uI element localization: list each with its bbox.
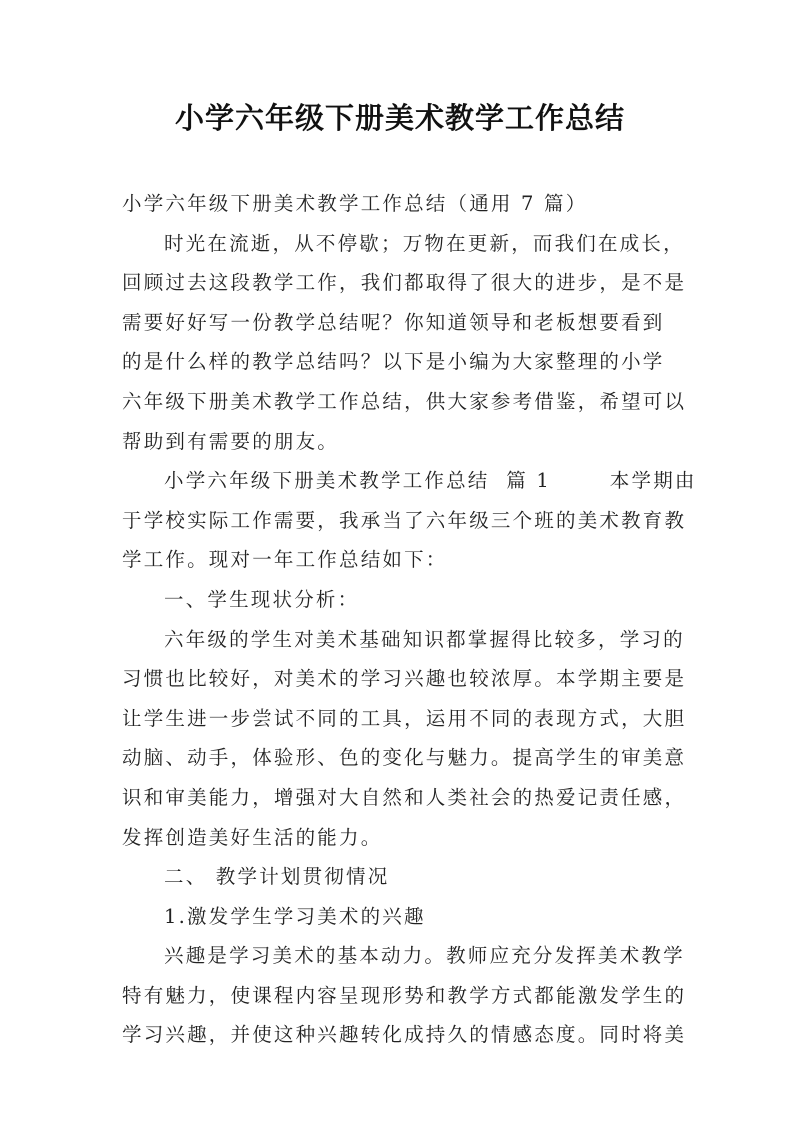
- paragraph-line: 让学生进一步尝试不同的工具，运用不同的表现方式，大胆: [122, 706, 687, 730]
- paragraph-line: 习惯也比较好，对美术的学习兴趣也较浓厚。本学期主要是: [122, 667, 687, 691]
- paragraph-line: 的是什么样的教学总结吗？以下是小编为大家整理的小学: [122, 350, 665, 374]
- paragraph-line: 发挥创造美好生活的能力。: [122, 825, 383, 849]
- subsection-heading-line: 1.激发学生学习美术的兴趣: [164, 904, 426, 928]
- section-heading-line: 二、 教学计划贯彻情况: [164, 865, 390, 889]
- paragraph-line: 兴趣是学习美术的基本动力。教师应充分发挥美术教学: [164, 944, 685, 968]
- paragraph-line: 六年级下册美术教学工作总结，供大家参考借鉴，希望可以: [122, 389, 687, 413]
- paragraph-line: 需要好好写一份教学总结呢？你知道领导和老板想要看到: [122, 310, 665, 334]
- document-title: 小学六年级下册美术教学工作总结: [174, 101, 625, 135]
- paragraph-line: 特有魅力，使课程内容呈现形势和教学方式都能激发学生的: [122, 983, 687, 1007]
- paragraph-line: 回顾过去这段教学工作，我们都取得了很大的进步，是不是: [122, 271, 687, 295]
- paragraph-line: 帮助到有需要的朋友。: [122, 429, 340, 453]
- document-body: [122, 184, 697, 1055]
- paragraph-line: 于学校实际工作需要，我承当了六年级三个班的美术教育教: [122, 508, 687, 532]
- paragraph-line: 学工作。现对一年工作总结如下：: [122, 548, 448, 572]
- subtitle-line: 小学六年级下册美术教学工作总结（通用 7 篇）: [122, 192, 588, 215]
- paragraph-line: 识和审美能力，增强对大自然和人类社会的热爱记责任感，: [122, 785, 687, 809]
- section-heading-line: 一、学生现状分析：: [164, 587, 360, 611]
- paragraph-line: 时光在流逝，从不停歇；万物在更新，而我们在成长，: [164, 231, 685, 255]
- paragraph-line: 六年级的学生对美术基础知识都掌握得比较多，学习的: [164, 627, 685, 651]
- paragraph-line: 学习兴趣，并使这种兴趣转化成持久的情感态度。同时将美: [122, 1023, 687, 1047]
- paragraph-line: 动脑、动手，体验形、色的变化与魅力。提高学生的审美意: [122, 746, 687, 770]
- section-heading-line: 小学六年级下册美术教学工作总结 篇 1 本学期由: [164, 469, 697, 493]
